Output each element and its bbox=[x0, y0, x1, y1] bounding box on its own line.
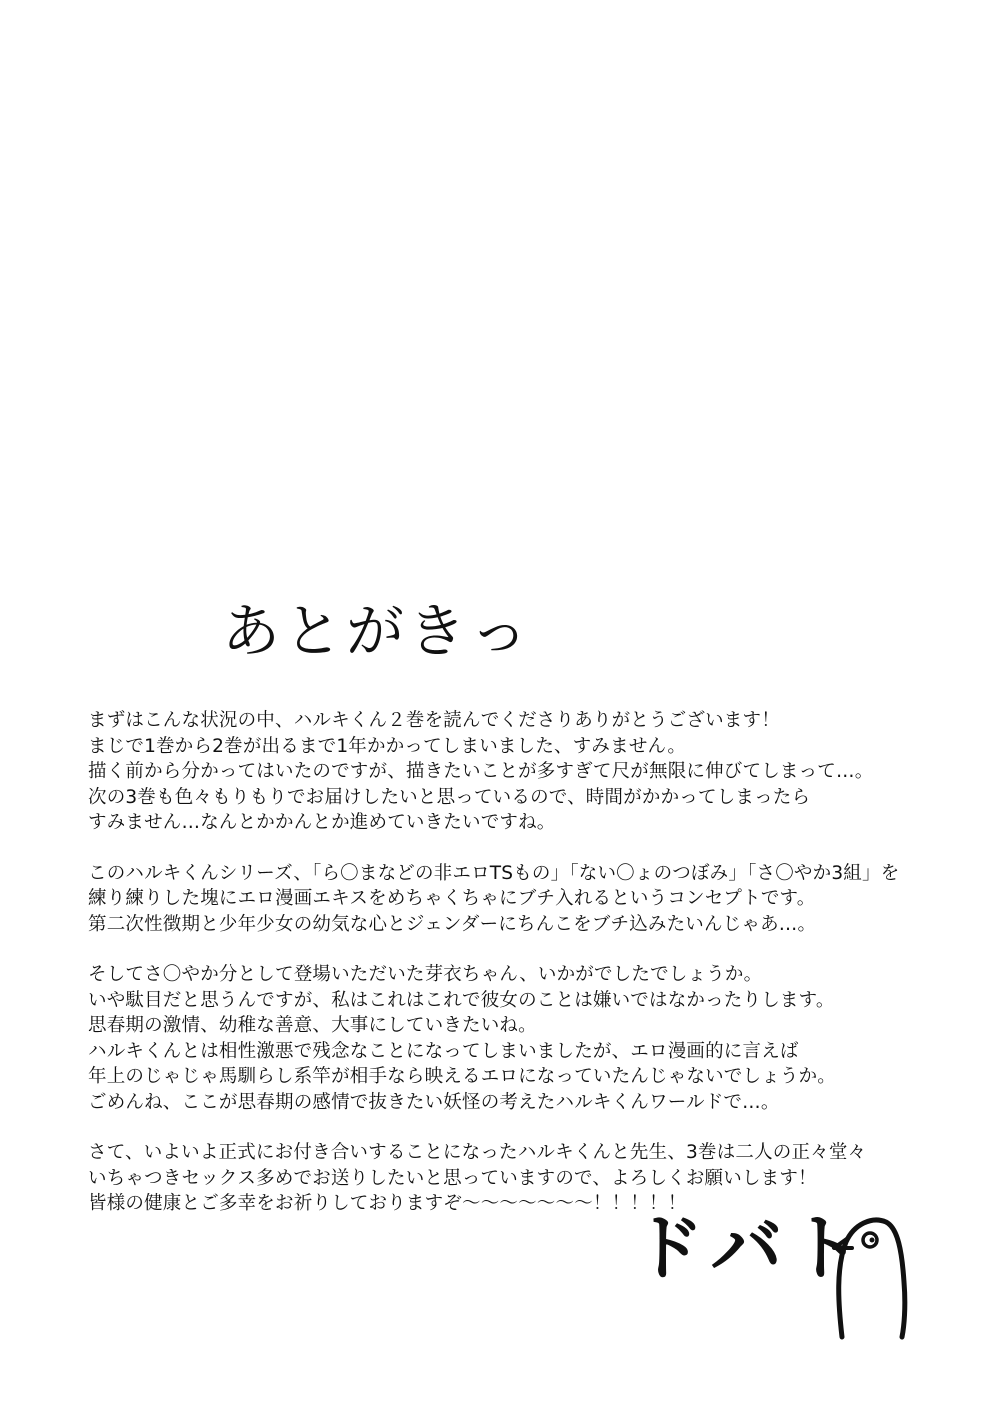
text-line: すみません…なんとかかんとか進めていきたいですね。 bbox=[88, 812, 556, 833]
paragraph-3 bbox=[88, 962, 968, 1115]
text-line: このハルキくんシリーズ、「ら〇まなどの非エロTSもの」「ない〇ょのつぼみ」「さ〇やか3組」を bbox=[88, 862, 900, 884]
afterword-body bbox=[88, 708, 968, 1242]
text-line: そしてさ〇やか分として登場いただいた芽衣ちゃん、いかがでしたでしょうか。 bbox=[88, 964, 763, 985]
text-line: ハルキくんとは相性激悪で残念なことになってしまいましたが、エロ漫画的に言えば bbox=[88, 1040, 799, 1062]
text-line: 練り練りした塊にエロ漫画エキスをめちゃくちゃにブチ入れるというコンセプトです。 bbox=[88, 888, 816, 909]
text-line: 年上のじゃじゃ馬馴らし系竿が相手なら映えるエロになっていたんじゃないでしょうか。 bbox=[88, 1066, 837, 1087]
text-line: いちゃつきセックス多めでお送りしたいと思っていますので、よろしくお願いします！ bbox=[88, 1167, 817, 1189]
text-line: 皆様の健康とご多幸をお祈りしておりますぞ〜〜〜〜〜〜〜！！！！！ bbox=[88, 1193, 687, 1214]
author-signature bbox=[632, 1206, 912, 1342]
afterword-title: あとがきっ bbox=[222, 597, 533, 665]
text-line: ごめんね、ここが思春期の感情で抜きたい妖怪の考えたハルキくんワールドで…。 bbox=[88, 1091, 780, 1113]
paragraph-2 bbox=[88, 861, 968, 938]
text-line: 次の3巻も色々もりもりでお届けしたいと思っているので、時間がかかってしまったら bbox=[88, 786, 811, 808]
text-line: まずはこんな状況の中、ハルキくん２巻を読んでくださりありがとうございます！ bbox=[88, 710, 780, 731]
text-line: 第二次性徴期と少年少女の幼気な心とジェンダーにちんこをブチ込みたいんじゃあ…。 bbox=[88, 913, 817, 935]
signature-text: ドバト bbox=[632, 1206, 870, 1290]
text-line: 描く前から分かってはいたのですが、描きたいことが多すぎて尺が無限に伸びてしまって…。 bbox=[88, 761, 874, 782]
pigeon-doodle-icon bbox=[832, 1212, 912, 1342]
text-line: 思春期の激情、幼稚な善意、大事にしていきたいね。 bbox=[88, 1015, 537, 1036]
text-line: いや駄目だと思うんですが、私はこれはこれで彼女のことは嫌いではなかったりします。 bbox=[88, 989, 835, 1011]
text-line: さて、いよいよ正式にお付き合いすることになったハルキくんと先生、3巻は二人の正々堂々 bbox=[88, 1142, 867, 1163]
paragraph-1 bbox=[88, 708, 968, 836]
text-line: まじで1巻から2巻が出るまで1年かかってしまいました、すみません。 bbox=[88, 735, 687, 757]
